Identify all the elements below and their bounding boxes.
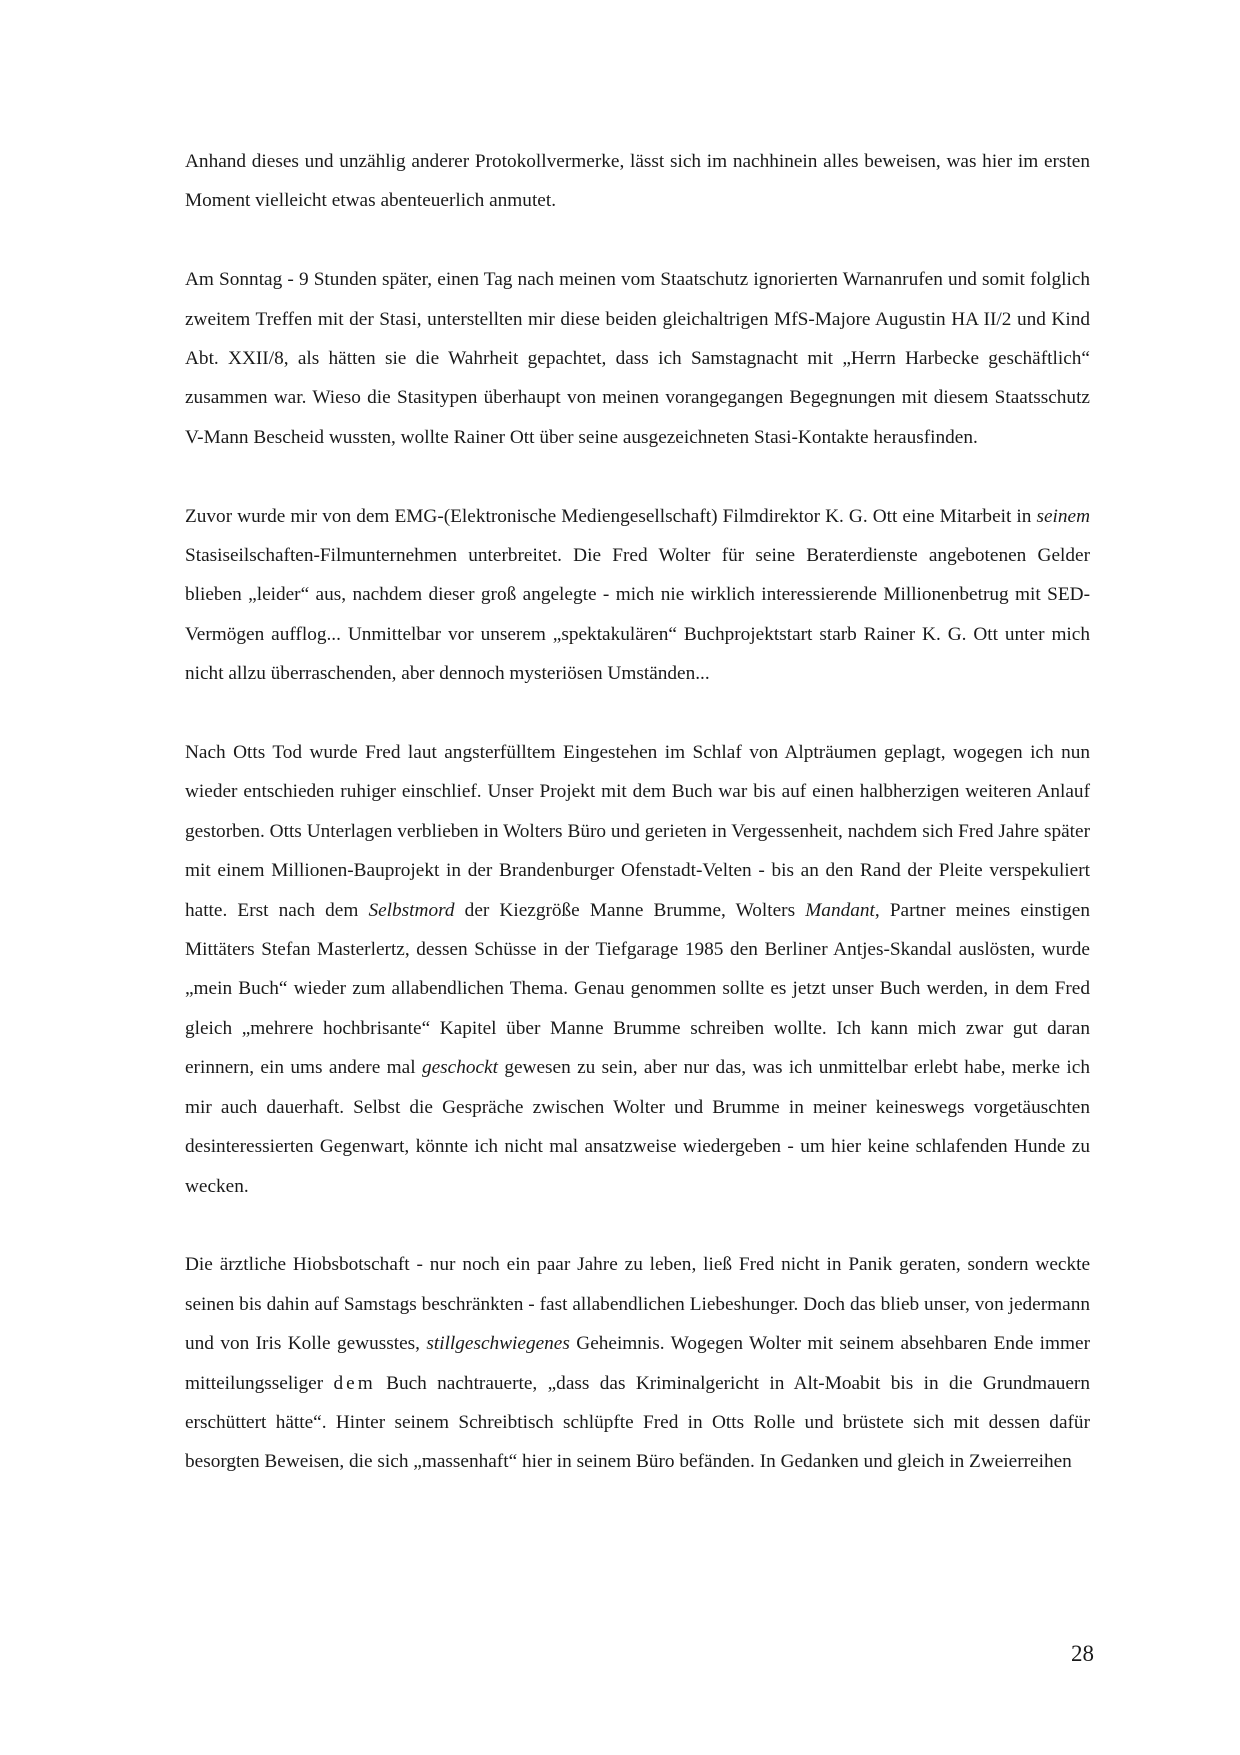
text-run: Die ärztliche Hiobsbotschaft - nur noch ein paar Jahre zu leben, ließ Fred nicht in Panik geraten, sondern weckte seinen bis dahin auf Samstags beschränkten - fast allabendlichen Liebeshunger. Doch das blieb unser, von jedermann und von Iris Kolle gewusstes, — [185, 1254, 1090, 1355]
italic-text: Selbstmord — [368, 899, 455, 921]
italic-text: seinem — [1036, 505, 1090, 527]
spaced-text: dem — [333, 1372, 376, 1394]
body-text — [185, 142, 1090, 1482]
paragraph — [185, 260, 1090, 457]
text-run: Geheimnis. Wogegen Wolter mit seinem absehbaren Ende immer mitteilungsseliger — [185, 1333, 1090, 1394]
italic-text: stillgeschwiegenes — [426, 1333, 570, 1355]
text-run: der Kiezgröße Manne Brumme, Wolters — [454, 899, 806, 921]
paragraph — [185, 142, 1090, 221]
text-run: , Partner meines einstigen Mittäters Stefan Masterlertz, dessen Schüsse in der Tiefgarage 1985 den Berliner Antjes-Skandal auslösten, wurde „mein Buch“ wieder zum allabendlichen Thema. Genau genommen sollte es jetzt unser Buch werden, in dem Fred gleich „mehrere hochbrisante“ Kapitel über Manne Brumme schreiben wollte. Ich kann mich zwar gut daran erinnern, ein ums andere mal — [185, 899, 1090, 1079]
italic-text: Mandant — [805, 899, 875, 921]
page-number: 28 — [1071, 1641, 1094, 1666]
paragraph — [185, 497, 1090, 694]
italic-text: geschockt — [421, 1057, 498, 1079]
text-run: Nach Otts Tod wurde Fred laut angsterfülltem Eingestehen im Schlaf von Alpträumen geplagt, wogegen ich nun wieder entschieden ruhiger einschlief. Unser Projekt mit dem Buch war bis auf einen halbherzigen weiteren Anlauf gestorben. Otts Unterlagen verblieben in Wolters Büro und gerieten in Vergessenheit, nachdem sich Fred Jahre später mit einem Millionen-Bauprojekt in der Brandenburger Ofenstadt-Velten - bis an den Rand der Pleite verspekuliert hatte. Erst nach dem — [185, 742, 1090, 921]
text-run: Buch nachtrauerte, „dass das Kriminalgericht in Alt-Moabit bis in die Grundmauern erschüttert hätte“. Hinter seinem Schreibtisch schlüpfte Fred in Otts Rolle und brüstete sich mit dessen dafür besorgten Beweisen, die sich „massenhaft“ hier in seinem Büro befänden. In Gedanken und gleich in Zweierreihen — [185, 1372, 1090, 1473]
text-run: Zuvor wurde mir von dem EMG-(Elektronische Mediengesellschaft) Filmdirektor K. G. Ott eine Mitarbeit in — [185, 505, 1037, 527]
paragraph — [185, 1245, 1090, 1481]
text-run: Stasiseilschaften-Filmunternehmen unterbreitet. Die Fred Wolter für seine Beraterdienste angebotenen Gelder blieben „leider“ aus, nachdem dieser groß angelegte - mich nie wirklich interessierende Millionenbetrug mit SED-Vermögen aufflog... Unmittelbar vor unserem „spektakulären“ Buchprojektstart starb Rainer K. G. Ott unter mich nicht allzu überraschenden, aber dennoch mysteriösen Umständen... — [185, 545, 1090, 685]
text-run: Anhand dieses und unzählig anderer Protokollvermerke, lässt sich im nachhinein alles beweisen, was hier im ersten Moment vielleicht etwas abenteuerlich anmutet. — [185, 151, 1090, 212]
text-run: Am Sonntag - 9 Stunden später, einen Tag nach meinen vom Staatschutz ignorierten Warnanrufen und somit folglich zweitem Treffen mit der Stasi, unterstellten mir diese beiden gleichaltrigen MfS-Majore Augustin HA II/2 und Kind Abt. XXII/8, als hätten sie die Wahrheit gepachtet, dass ich Samstagnacht mit „Herrn Harbecke geschäftlich“ zusammen war. Wieso die Stasitypen überhaupt von meinen vorangegangen Begegnungen mit diesem Staatsschutz V-Mann Bescheid wussten, wollte Rainer Ott über seine ausgezeichneten Stasi-Kontakte herausfinden. — [185, 269, 1090, 448]
text-run: gewesen zu sein, aber nur das, was ich unmittelbar erlebt habe, merke ich mir auch dauerhaft. Selbst die Gespräche zwischen Wolter und Brumme in meiner keineswegs vorgetäuschten desinteressierten Gegenwart, könnte ich nicht mal ansatzweise wiedergeben - um hier keine schlafenden Hunde zu wecken. — [185, 1057, 1090, 1197]
paragraph — [185, 733, 1090, 1206]
